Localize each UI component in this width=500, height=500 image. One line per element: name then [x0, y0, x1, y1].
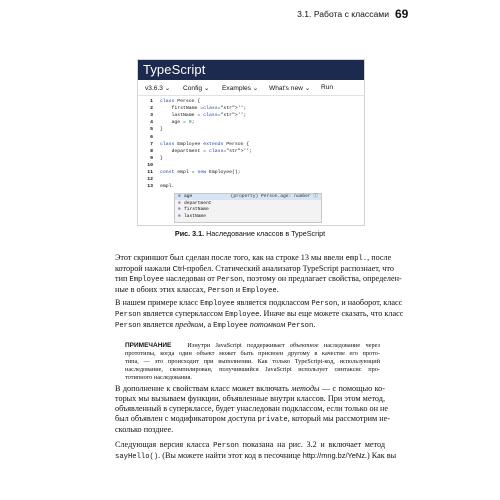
autocomplete-detail: (property) Person.age: number ⓘ	[230, 194, 318, 199]
code-line: }	[160, 127, 163, 133]
line-number: 11	[147, 170, 153, 175]
line-number: 7	[150, 141, 153, 147]
autocomplete-item[interactable]: ⊕ department	[178, 200, 212, 206]
figure-caption: Рис. 3.1. Наследование классов в TypeScript	[174, 229, 326, 238]
playground-screenshot	[137, 59, 365, 226]
menu-whats-new[interactable]: What's new ⌄	[269, 85, 311, 92]
sandbox-link[interactable]: http://mng.bz/YeNz	[302, 451, 365, 460]
note-label: ПРИМЕЧАНИЕ	[125, 342, 172, 349]
code-line: department = class="str">'';	[160, 148, 253, 154]
property-icon: ⊕	[178, 194, 181, 199]
code-line: empl.	[160, 184, 175, 190]
line-number: 10	[147, 162, 153, 168]
menu-config[interactable]: Config ⌄	[183, 85, 210, 92]
line-number: 6	[150, 134, 153, 140]
line-number: 8	[150, 148, 153, 154]
running-head: 3.1. Работа с классами	[297, 9, 389, 19]
menu-examples[interactable]: Examples ⌄	[222, 85, 259, 92]
menu-run[interactable]: Run	[321, 84, 334, 91]
paragraph-4: Следующая версия класса Person показана на рис. 3.2 и включает метод sayHello(). (Вы можете найти этот код в песочнице http://mng.bz/YeNz.) Как вы	[115, 440, 397, 461]
page-header	[0, 4, 500, 24]
code-line: age = 0;	[160, 120, 195, 126]
playground-menu	[138, 80, 364, 96]
line-number: 2	[150, 106, 153, 112]
page-number: 69	[395, 7, 409, 21]
code-line: class Employee extends Person {	[160, 141, 250, 147]
code-line: }	[160, 155, 163, 161]
property-icon: ⊕	[178, 200, 181, 206]
code-line: lastName = class="str">'';	[160, 113, 247, 119]
typescript-logo: TypeScript	[143, 62, 206, 77]
autocomplete-item[interactable]: ⊕ firstName	[178, 207, 209, 213]
code-line: firstName =class="str">'';	[160, 106, 247, 112]
menu-version[interactable]: v3.6.3 ⌄	[145, 85, 171, 92]
info-icon: ⓘ	[313, 194, 318, 199]
playground-topbar	[138, 60, 364, 80]
paragraph-3: В дополнение к свойствам класс может включать методы — с помощью ко- торых мы вызываем функции, объявленные внутри классов. При этом метод, объявленный в суперклассе, будет унаследован подклассом, если только он не был объявлен с модификатором доступа private, который мы рассмотрим не- сколько позднее.	[115, 384, 390, 434]
autocomplete-item[interactable]: ⊕ age (property) Person.age: number ⓘ	[175, 194, 321, 200]
note-box: ПРИМЕЧАНИЕ Изнутри JavaScript поддерживает объектное наследование через прототипы, когда один объект может быть присвоен другому в качестве его прото- типа, — это происходит при выполнении. Как только TypeScript-код, использующий наследование, скомпилирован, получившийся JavaScript использует синтаксис про- тотипного наследования.	[125, 342, 380, 382]
line-number: 12	[147, 177, 153, 183]
line-number: 1	[150, 99, 153, 104]
paragraph-2: В нашем примере класс Employee является подклассом Person, и наоборот, класс Person является суперклассом Employee. Иначе вы еще можете сказать, что класс Person является предком, а Employee потомком Person.	[115, 298, 404, 330]
property-icon: ⊕	[178, 207, 181, 213]
paragraph-1: Этот скриншот был сделан после того, как на строке 13 мы ввели empl., после которой нажали Ctrl-пробел. Статический анализатор TypeScript распознает, что тип Employee наследован от Person, поэтому он предлагает свойства, определен- ные в обоих этих классах, Person и Employee.	[115, 253, 402, 295]
line-number: 5	[150, 127, 153, 133]
autocomplete-item[interactable]: ⊕ lastName	[178, 213, 207, 219]
line-number: 13	[147, 184, 153, 190]
line-number: 9	[150, 155, 153, 161]
property-icon: ⊕	[178, 213, 181, 219]
autocomplete-popup	[174, 193, 322, 223]
code-line: class Person {	[160, 99, 201, 104]
line-number: 4	[150, 120, 153, 126]
code-line: const empl = new Employee();	[160, 170, 241, 175]
line-number: 3	[150, 113, 153, 119]
